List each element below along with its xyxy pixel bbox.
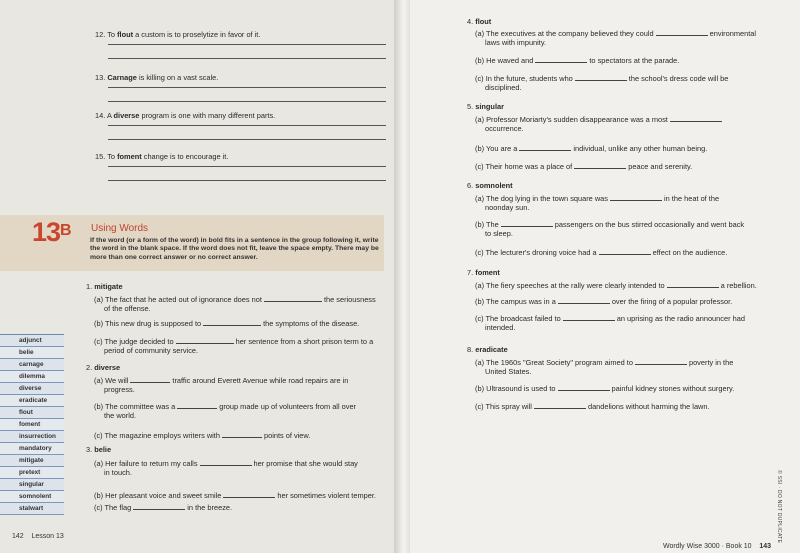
definition-item [95, 111, 275, 120]
word-bank-item: stalwart [0, 503, 64, 515]
sentence-label: (a) [475, 115, 485, 124]
sentence-continuation: in touch. [104, 468, 132, 477]
answer-line[interactable] [108, 125, 386, 126]
exercise-word: flout [475, 17, 492, 26]
exercise-heading [467, 102, 504, 111]
exercise-sentence [94, 490, 394, 500]
exercise-sentence [475, 296, 785, 306]
sentence-before: He waved and [486, 56, 534, 65]
exercise-sentence [94, 375, 394, 394]
item-text-after: change is to encourage it. [141, 152, 229, 161]
sentence-after: traffic around Everett Avenue while road repairs are in [172, 376, 349, 385]
sentence-before: Their home was a place of [485, 162, 573, 171]
sentence-label: (b) [94, 402, 104, 411]
item-number: 14. [95, 111, 106, 120]
exercise-number: 4. [467, 17, 474, 26]
word-bank-item: belie [0, 347, 64, 359]
word-bank-item: pretext [0, 467, 64, 479]
exercise-sentence [475, 55, 785, 65]
word-bank-item: insurrection [0, 431, 64, 443]
sentence-before: The committee was a [104, 402, 176, 411]
word-bank-item: mitigate [0, 455, 64, 467]
word-bank-item: somnolent [0, 491, 64, 503]
item-text-after: a custom is to proselytize in favor of it. [133, 30, 261, 39]
sentence-continuation: disciplined. [485, 83, 522, 92]
sentence-label: (b) [94, 491, 104, 500]
exercise-word: foment [475, 268, 500, 277]
sentence-label: (b) [475, 220, 485, 229]
sentence-after: group made up of volunteers from all over [219, 402, 357, 411]
answer-blank[interactable] [558, 296, 610, 304]
exercise-word: mitigate [94, 282, 123, 291]
sentence-before: The campus was in a [485, 297, 556, 306]
book-gutter [394, 0, 410, 553]
left-footer [12, 533, 64, 540]
sentence-continuation: intended. [485, 323, 516, 332]
exercise-number: 2. [86, 363, 93, 372]
word-bank-item: eradicate [0, 395, 64, 407]
sentence-before: The judge decided to [104, 337, 174, 346]
sentence-before: The lecturer's droning voice had a [485, 248, 597, 257]
sentence-after: a rebellion. [720, 281, 757, 290]
sentence-before: The [485, 220, 499, 229]
sentence-label: (b) [475, 384, 485, 393]
exercise-sentence [94, 502, 394, 512]
sentence-before: You are a [485, 144, 518, 153]
sentence-label: (c) [475, 314, 484, 323]
sentence-label: (c) [475, 74, 484, 83]
exercise-sentence [475, 161, 785, 171]
sentence-after: passengers on the bus stirred occasionally and went back [554, 220, 745, 229]
right-footer [663, 543, 771, 550]
item-text-after: is killing on a vast scale. [136, 73, 219, 82]
sentence-continuation: occurrence. [485, 124, 524, 133]
sentence-after: environmental [709, 29, 757, 38]
answer-blank[interactable] [177, 401, 217, 409]
answer-line[interactable] [108, 139, 386, 140]
exercise-number: 1. [86, 282, 93, 291]
exercise-sentence [475, 401, 785, 411]
exercise-word: belie [94, 445, 112, 454]
sentence-before: The fact that he acted out of ignorance does not [104, 295, 262, 304]
exercise-sentence [94, 294, 394, 313]
exercise-heading [467, 17, 491, 26]
exercise-sentence [475, 313, 785, 332]
answer-blank[interactable] [535, 55, 587, 63]
sentence-continuation: United States. [485, 367, 532, 376]
sentence-before: Her failure to return my calls [105, 459, 198, 468]
exercise-sentence [475, 219, 785, 238]
sentence-before: Ultrasound is used to [486, 384, 556, 393]
sentence-after: the seriousness [323, 295, 376, 304]
definition-item [95, 73, 218, 82]
sentence-continuation: noonday sun. [485, 203, 530, 212]
exercise-sentence [94, 430, 394, 440]
word-bank [0, 334, 64, 515]
section-title: Using Words [91, 223, 149, 234]
exercise-sentence [94, 336, 394, 355]
exercise-heading [467, 268, 500, 277]
answer-blank[interactable] [599, 247, 651, 255]
sentence-label: (c) [475, 248, 484, 257]
sentence-after: dandelions without harming the lawn. [587, 402, 710, 411]
sentence-after: in the heat of the [664, 194, 720, 203]
sentence-before: Professor Moriarty's sudden disappearance was a most [486, 115, 668, 124]
sentence-after: an uprising as the radio announcer had [616, 314, 745, 323]
sentence-after: her promise that she would stay [253, 459, 358, 468]
answer-line[interactable] [108, 180, 386, 181]
sentence-continuation: the world. [104, 411, 137, 420]
answer-blank[interactable] [534, 401, 586, 409]
exercise-sentence [475, 383, 785, 393]
badge-number: 13 [32, 217, 61, 247]
sentence-before: In the future, students who [485, 74, 573, 83]
badge-letter: B [60, 222, 71, 239]
exercise-sentence [475, 247, 785, 257]
sentence-label: (c) [94, 337, 103, 346]
sentence-before: The flag [104, 503, 132, 512]
exercise-number: 7. [467, 268, 474, 277]
exercise-sentence [475, 280, 785, 290]
answer-blank[interactable] [130, 375, 170, 383]
word-bank-item: mandatory [0, 443, 64, 455]
answer-blank[interactable] [176, 336, 234, 344]
sentence-after: her sentence from a short prison term to a [235, 337, 374, 346]
sentence-after: poverty in the [688, 358, 734, 367]
sentence-before: The 1960s "Great Society" program aimed to [485, 358, 633, 367]
answer-line[interactable] [108, 58, 386, 59]
sentence-label: (a) [94, 376, 104, 385]
answer-blank[interactable] [667, 280, 719, 288]
word-bank-item: foment [0, 419, 64, 431]
sentence-before: The broadcast failed to [485, 314, 561, 323]
answer-line[interactable] [108, 87, 386, 88]
sentence-label: (a) [94, 459, 104, 468]
exercise-sentence [475, 73, 785, 92]
item-number: 15. [95, 152, 106, 161]
sentence-before: The dog lying in the town square was [485, 194, 608, 203]
exercise-word: diverse [94, 363, 121, 372]
exercise-sentence [94, 401, 394, 420]
sentence-continuation: of the offense. [104, 304, 151, 313]
exercise-sentence [475, 357, 785, 376]
item-keyword: foment [117, 152, 142, 161]
answer-blank[interactable] [519, 143, 571, 151]
item-text-before: To [107, 30, 118, 39]
answer-blank[interactable] [656, 28, 708, 36]
answer-blank[interactable] [575, 73, 627, 81]
item-keyword: diverse [113, 111, 140, 120]
sentence-label: (a) [475, 281, 485, 290]
answer-blank[interactable] [222, 430, 262, 438]
answer-blank[interactable] [223, 490, 275, 498]
definition-item [95, 30, 260, 39]
sentence-after: over the firing of a popular professor. [611, 297, 733, 306]
sentence-label: (a) [475, 358, 485, 367]
sentence-label: (b) [94, 319, 104, 328]
word-bank-item: adjunct [0, 335, 64, 347]
sentence-label: (a) [94, 295, 104, 304]
section-instructions: If the word (or a form of the word) in bold fits in a sentence in the group following it, write the word in the blank space. If the word does not fit, leave the space empty. There may be more than one correct answer or no correct answer. [90, 237, 379, 261]
definition-item [95, 152, 228, 161]
section-badge [32, 217, 71, 248]
sentence-before: We will [105, 376, 129, 385]
answer-blank[interactable] [133, 502, 185, 510]
exercise-sentence [94, 458, 394, 477]
sentence-continuation: laws with impunity. [485, 38, 547, 47]
sentence-label: (c) [475, 162, 484, 171]
word-bank-item: flout [0, 407, 64, 419]
exercise-sentence [475, 193, 785, 212]
item-text-before: To [107, 152, 118, 161]
exercise-sentence [475, 143, 785, 153]
copyright-notice: © SSI · DO NOT DUPLICATE [776, 470, 782, 544]
sentence-label: (c) [475, 402, 484, 411]
answer-blank[interactable] [574, 161, 626, 169]
sentence-continuation: progress. [104, 385, 135, 394]
item-text-after: program is one with many different parts. [139, 111, 276, 120]
exercise-number: 8. [467, 345, 474, 354]
item-keyword: flout [117, 30, 134, 39]
item-number: 13. [95, 73, 106, 82]
sentence-after: individual, unlike any other human being. [573, 144, 708, 153]
answer-blank[interactable] [563, 313, 615, 321]
exercise-word: eradicate [475, 345, 508, 354]
word-bank-item: carnage [0, 359, 64, 371]
sentence-before: This spray will [485, 402, 532, 411]
sentence-after: in the breeze. [187, 503, 233, 512]
exercise-sentence [94, 318, 394, 328]
item-text-before: A [106, 111, 114, 120]
sentence-label: (b) [475, 144, 485, 153]
item-keyword: Carnage [107, 73, 137, 82]
left-footer-label: Lesson 13 [31, 533, 64, 540]
answer-blank[interactable] [501, 219, 553, 227]
answer-blank[interactable] [670, 114, 722, 122]
sentence-label: (a) [475, 29, 485, 38]
right-page-number: 143 [759, 543, 772, 550]
answer-line[interactable] [108, 166, 386, 167]
answer-blank[interactable] [200, 458, 252, 466]
sentence-before: Her pleasant voice and sweet smile [105, 491, 222, 500]
word-bank-item: singular [0, 479, 64, 491]
item-number: 12. [95, 30, 106, 39]
exercise-number: 3. [86, 445, 93, 454]
exercise-heading [467, 345, 508, 354]
sentence-continuation: period of community service. [104, 346, 199, 355]
exercise-number: 6. [467, 181, 474, 190]
exercise-word: singular [475, 102, 504, 111]
sentence-label: (b) [475, 297, 485, 306]
exercise-heading [86, 282, 123, 291]
sentence-before: The magazine employs writers with [104, 431, 220, 440]
sentence-label: (c) [94, 503, 103, 512]
sentence-after: her sometimes violent temper. [277, 491, 376, 500]
sentence-before: The executives at the company believed they could [485, 29, 654, 38]
sentence-after: the symptoms of the disease. [263, 319, 360, 328]
answer-line[interactable] [108, 101, 386, 102]
sentence-before: This new drug is supposed to [104, 319, 202, 328]
answer-blank[interactable] [610, 193, 662, 201]
left-page-number: 142 [12, 533, 24, 540]
exercise-heading [86, 445, 111, 454]
answer-blank[interactable] [558, 383, 610, 391]
sentence-after: to spectators at the parade. [589, 56, 680, 65]
sentence-after: the school's dress code will be [628, 74, 729, 83]
exercise-heading [467, 181, 513, 190]
answer-blank[interactable] [203, 318, 261, 326]
sentence-label: (c) [94, 431, 103, 440]
right-footer-label: Wordly Wise 3000 · Book 10 [663, 543, 752, 550]
sentence-before: The fiery speeches at the rally were clearly intended to [485, 281, 665, 290]
exercise-sentence [475, 114, 785, 133]
sentence-after: effect on the audience. [652, 248, 728, 257]
sentence-after: points of view. [263, 431, 311, 440]
word-bank-item: diverse [0, 383, 64, 395]
sentence-label: (a) [475, 194, 485, 203]
answer-blank[interactable] [635, 357, 687, 365]
sentence-continuation: to sleep. [485, 229, 513, 238]
sentence-after: painful kidney stones without surgery. [611, 384, 735, 393]
word-bank-item: dilemma [0, 371, 64, 383]
answer-line[interactable] [108, 44, 386, 45]
exercise-number: 5. [467, 102, 474, 111]
exercise-sentence [475, 28, 785, 47]
sentence-after: peace and serenity. [628, 162, 693, 171]
answer-blank[interactable] [264, 294, 322, 302]
exercise-word: somnolent [475, 181, 513, 190]
sentence-label: (b) [475, 56, 485, 65]
exercise-heading [86, 363, 120, 372]
